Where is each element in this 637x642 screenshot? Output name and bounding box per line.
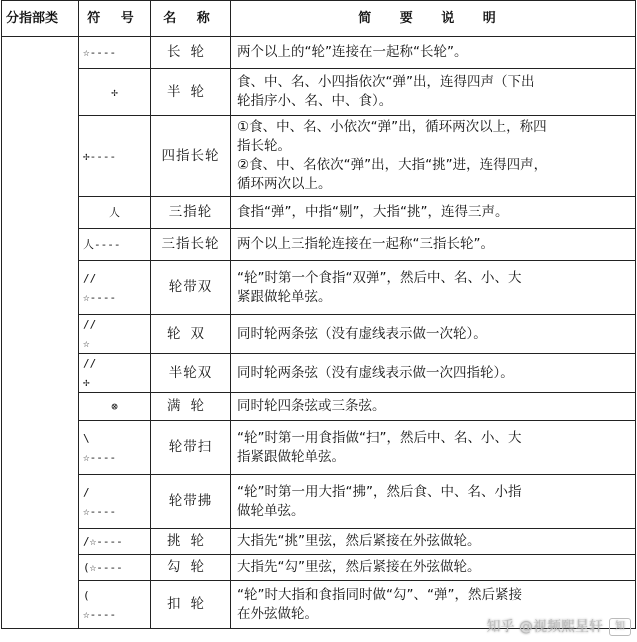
symbol-glyph: ☆---- (83, 290, 117, 304)
name-cell: 勾轮 (151, 555, 231, 581)
symbol-glyph: // (83, 357, 97, 370)
description-line: ①食、中、名、小依次“弹”出，循环两次以上，称四 (237, 119, 547, 135)
symbol-glyph: ☆---- (83, 504, 117, 518)
name-cell: 长轮 (151, 37, 231, 69)
symbol-glyph: ☆---- (83, 450, 117, 464)
fingering-table (1, 0, 636, 629)
table-row (2, 116, 636, 197)
watermark-text: 知乎 @视频熙星轩 (486, 619, 603, 635)
symbol-glyph: // (83, 271, 97, 285)
symbol-cell (79, 69, 151, 116)
description-cell (231, 116, 636, 197)
symbol-cell (79, 475, 151, 529)
name-cell: 三指长轮 (151, 229, 231, 261)
description-line: 大指先“挑”里弦，然后紧接在外弦做轮。 (237, 533, 481, 549)
symbol-glyph: ✢---- (83, 149, 117, 163)
description-line: 轮指序小、名、中、食）。 (237, 93, 393, 109)
name-cell: 挑轮 (151, 529, 231, 555)
watermark-logo: 知 (609, 618, 631, 636)
header-symbol: 符 号 (79, 1, 151, 37)
symbol-cell (79, 197, 151, 229)
table-row (2, 555, 636, 581)
description-cell (231, 261, 636, 315)
description-line: 两个以上的“轮”连接在一起称“长轮”。 (237, 44, 468, 60)
table-row (2, 529, 636, 555)
header-name: 名 称 (151, 1, 231, 37)
description-line: 同时轮两条弦（没有虚线表示做一次四指轮）。 (237, 364, 514, 381)
description-line: “轮”时第一个食指“双弹”，然后中、名、小、大 (237, 269, 522, 286)
description-line: 做轮单弦。 (237, 502, 305, 519)
symbol-glyph: ✢ (83, 376, 90, 389)
symbol-cell (79, 393, 151, 421)
symbol-glyph: 人 (109, 206, 120, 219)
symbol-glyph: ✢ (111, 85, 118, 99)
symbol-cell (79, 529, 151, 555)
header-category: 分指部类 (2, 1, 79, 37)
name-cell: 轮双 (151, 315, 231, 354)
watermark (487, 616, 631, 636)
name-cell: 半轮 (151, 69, 231, 116)
table-row (2, 421, 636, 475)
description-line: 在外弦做轮。 (237, 605, 318, 622)
description-line: 指紧跟做轮单弦。 (237, 448, 345, 465)
symbol-glyph: 人---- (83, 238, 121, 251)
description-cell (231, 421, 636, 475)
table-row (2, 197, 636, 229)
name-cell: 四指长轮 (151, 116, 231, 197)
description-line: 两个以上三指轮连接在一起称“三指长轮”。 (237, 236, 494, 252)
description-cell (231, 69, 636, 116)
description-line: 紧跟做轮单弦。 (237, 288, 332, 305)
symbol-glyph: ( (83, 588, 90, 602)
symbol-cell (79, 555, 151, 581)
description-cell (231, 529, 636, 555)
description-cell (231, 197, 636, 229)
symbol-glyph: ☆ (83, 337, 90, 350)
name-cell: 轮带拂 (151, 475, 231, 529)
symbol-cell (79, 581, 151, 629)
symbol-glyph: (☆---- (83, 561, 123, 574)
table-row (2, 69, 636, 116)
name-cell: 轮带双 (151, 261, 231, 315)
category-cell (2, 37, 79, 629)
description-line: 食指“弹”，中指“剔”，大指“挑”，连得三声。 (237, 204, 509, 220)
table-row (2, 261, 636, 315)
symbol-cell (79, 37, 151, 69)
table-row (2, 37, 636, 69)
description-cell (231, 37, 636, 69)
symbol-cell (79, 261, 151, 315)
description-line: “轮”时第一用食指做“扫”，然后中、名、小、大 (237, 429, 522, 446)
name-cell: 扣轮 (151, 581, 231, 629)
table-row (2, 475, 636, 529)
symbol-cell (79, 229, 151, 261)
description-line: “轮”时第一用大指“拂”，然后食、中、名、小指 (237, 483, 522, 500)
description-line: 大指先“勾”里弦，然后紧接在外弦做轮。 (237, 559, 481, 575)
symbol-cell (79, 421, 151, 475)
table-row (2, 393, 636, 421)
symbol-glyph: \ (83, 431, 90, 445)
table-row (2, 315, 636, 354)
description-line: 食、中、名、小四指依次“弹”出，连得四声（下出 (237, 74, 535, 90)
description-line: “轮”时大指和食指同时做“勾”、“弹”，然后紧接 (237, 586, 522, 603)
symbol-glyph: ⊗ (111, 400, 118, 413)
name-cell: 三指轮 (151, 197, 231, 229)
description-line: 同时轮两条弦（没有虚线表示做一次轮）。 (237, 325, 487, 342)
table-row (2, 229, 636, 261)
symbol-cell (79, 116, 151, 197)
name-cell: 轮带扫 (151, 421, 231, 475)
description-cell (231, 229, 636, 261)
symbol-cell (79, 354, 151, 393)
description-line: 指长轮。 (237, 138, 291, 154)
name-cell: 半轮双 (151, 354, 231, 393)
description-cell (231, 393, 636, 421)
description-line: 循环两次以上。 (237, 176, 332, 192)
description-cell (231, 354, 636, 393)
table-row (2, 354, 636, 393)
symbol-glyph: // (83, 318, 97, 331)
symbol-glyph: ☆---- (83, 607, 117, 621)
description-line: ②食、中、名依次“弹”出，大指“挑”进，连得四声， (237, 157, 548, 173)
description-cell (231, 475, 636, 529)
description-cell (231, 555, 636, 581)
symbol-glyph: /☆---- (83, 535, 123, 548)
symbol-glyph: ☆---- (83, 46, 117, 59)
symbol-glyph: / (83, 485, 90, 499)
symbol-cell (79, 315, 151, 354)
table-header-row (2, 1, 636, 37)
name-cell: 满轮 (151, 393, 231, 421)
header-description: 简 要 说 明 (231, 1, 636, 37)
description-cell (231, 315, 636, 354)
description-line: 同时轮四条弦或三条弦。 (237, 398, 386, 414)
